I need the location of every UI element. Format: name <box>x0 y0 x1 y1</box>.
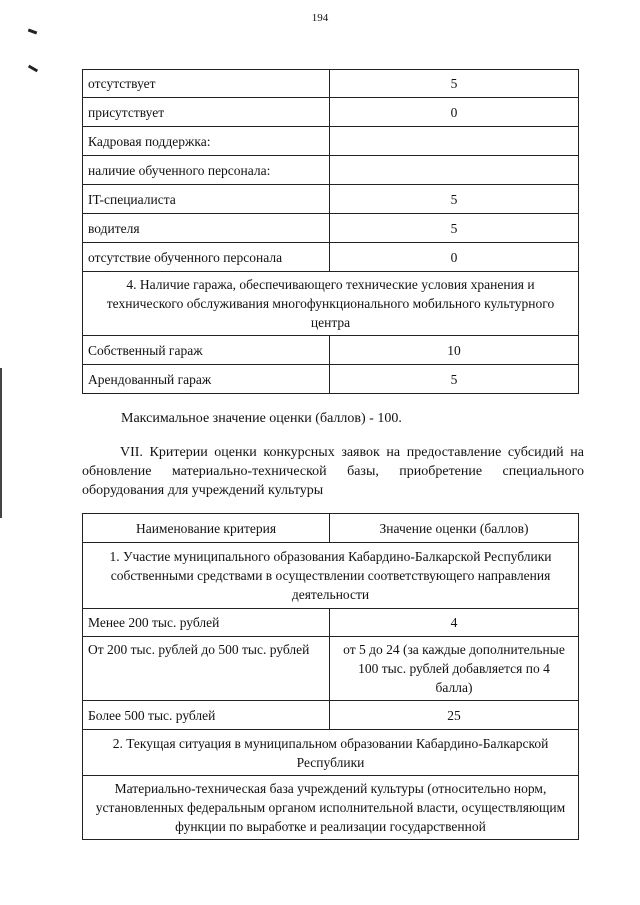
scan-mark-top <box>28 29 37 35</box>
row-value: 10 <box>330 336 579 365</box>
row-label: IT-специалиста <box>83 185 330 214</box>
section-heading-current-situation: 2. Текущая ситуация в муниципальном образовании Кабардино-Балкарской Республики <box>83 730 579 776</box>
table-row <box>83 70 579 98</box>
criteria-table <box>82 513 579 840</box>
row-label: отсутствует <box>83 70 330 98</box>
table-row <box>83 701 579 730</box>
section-heading-garage: 4. Наличие гаража, обеспечивающего технические условия хранения и технического обслуживания многофункционального мобильного культурного центра <box>83 272 579 336</box>
row-value <box>330 127 579 156</box>
table-header-row <box>83 514 579 543</box>
row-label: Менее 200 тыс. рублей <box>83 609 330 637</box>
table-row <box>83 336 579 365</box>
table-row <box>83 214 579 243</box>
row-label: водителя <box>83 214 330 243</box>
row-value: 4 <box>330 609 579 637</box>
row-value: 0 <box>330 98 579 127</box>
row-value <box>330 156 579 185</box>
scan-edge-line <box>0 368 2 518</box>
row-value: от 5 до 24 (за каждые дополнительные 100 тыс. рублей добавляется по 4 балла) <box>330 637 579 701</box>
row-value: 5 <box>330 70 579 98</box>
table-row <box>83 127 579 156</box>
table-row <box>83 637 579 701</box>
row-label: отсутствие обученного персонала <box>83 243 330 272</box>
row-value: 5 <box>330 214 579 243</box>
section-title: VII. Критерии оценки конкурсных заявок на предоставление субсидий на обновление материально-технической базы, приобретение специального оборудования для учреждений культуры <box>82 445 584 498</box>
criteria-table-continued <box>82 69 579 394</box>
section-row <box>83 776 579 840</box>
row-value: 25 <box>330 701 579 730</box>
row-label: Более 500 тыс. рублей <box>83 701 330 730</box>
row-value: 0 <box>330 243 579 272</box>
table-row <box>83 243 579 272</box>
column-header-criterion: Наименование критерия <box>83 514 330 543</box>
row-value: 5 <box>330 185 579 214</box>
scan-mark-bottom <box>28 65 38 73</box>
max-score-text: Максимальное значение оценки (баллов) - 100. <box>121 411 402 426</box>
row-label: Арендованный гараж <box>83 365 330 394</box>
row-label: От 200 тыс. рублей до 500 тыс. рублей <box>83 637 330 701</box>
row-label: Кадровая поддержка: <box>83 127 330 156</box>
table-row <box>83 609 579 637</box>
table-row <box>83 98 579 127</box>
row-label: присутствует <box>83 98 330 127</box>
row-label: наличие обученного персонала: <box>83 156 330 185</box>
row-label: Собственный гараж <box>83 336 330 365</box>
section-heading-participation: 1. Участие муниципального образования Кабардино-Балкарской Республики собственными средствами в осуществлении соответствующего направления деятельности <box>83 543 579 609</box>
material-base-text: Материально-техническая база учреждений культуры (относительно норм, установленных федеральным органом исполнительной власти, осуществляющим функции по выработке и реализации государственной <box>83 776 579 840</box>
section-row <box>83 730 579 776</box>
section-row <box>83 272 579 336</box>
table-row <box>83 365 579 394</box>
table-row <box>83 185 579 214</box>
table-row <box>83 156 579 185</box>
row-value: 5 <box>330 365 579 394</box>
page-number: 194 <box>311 12 329 24</box>
section-row <box>83 543 579 609</box>
column-header-score: Значение оценки (баллов) <box>330 514 579 543</box>
